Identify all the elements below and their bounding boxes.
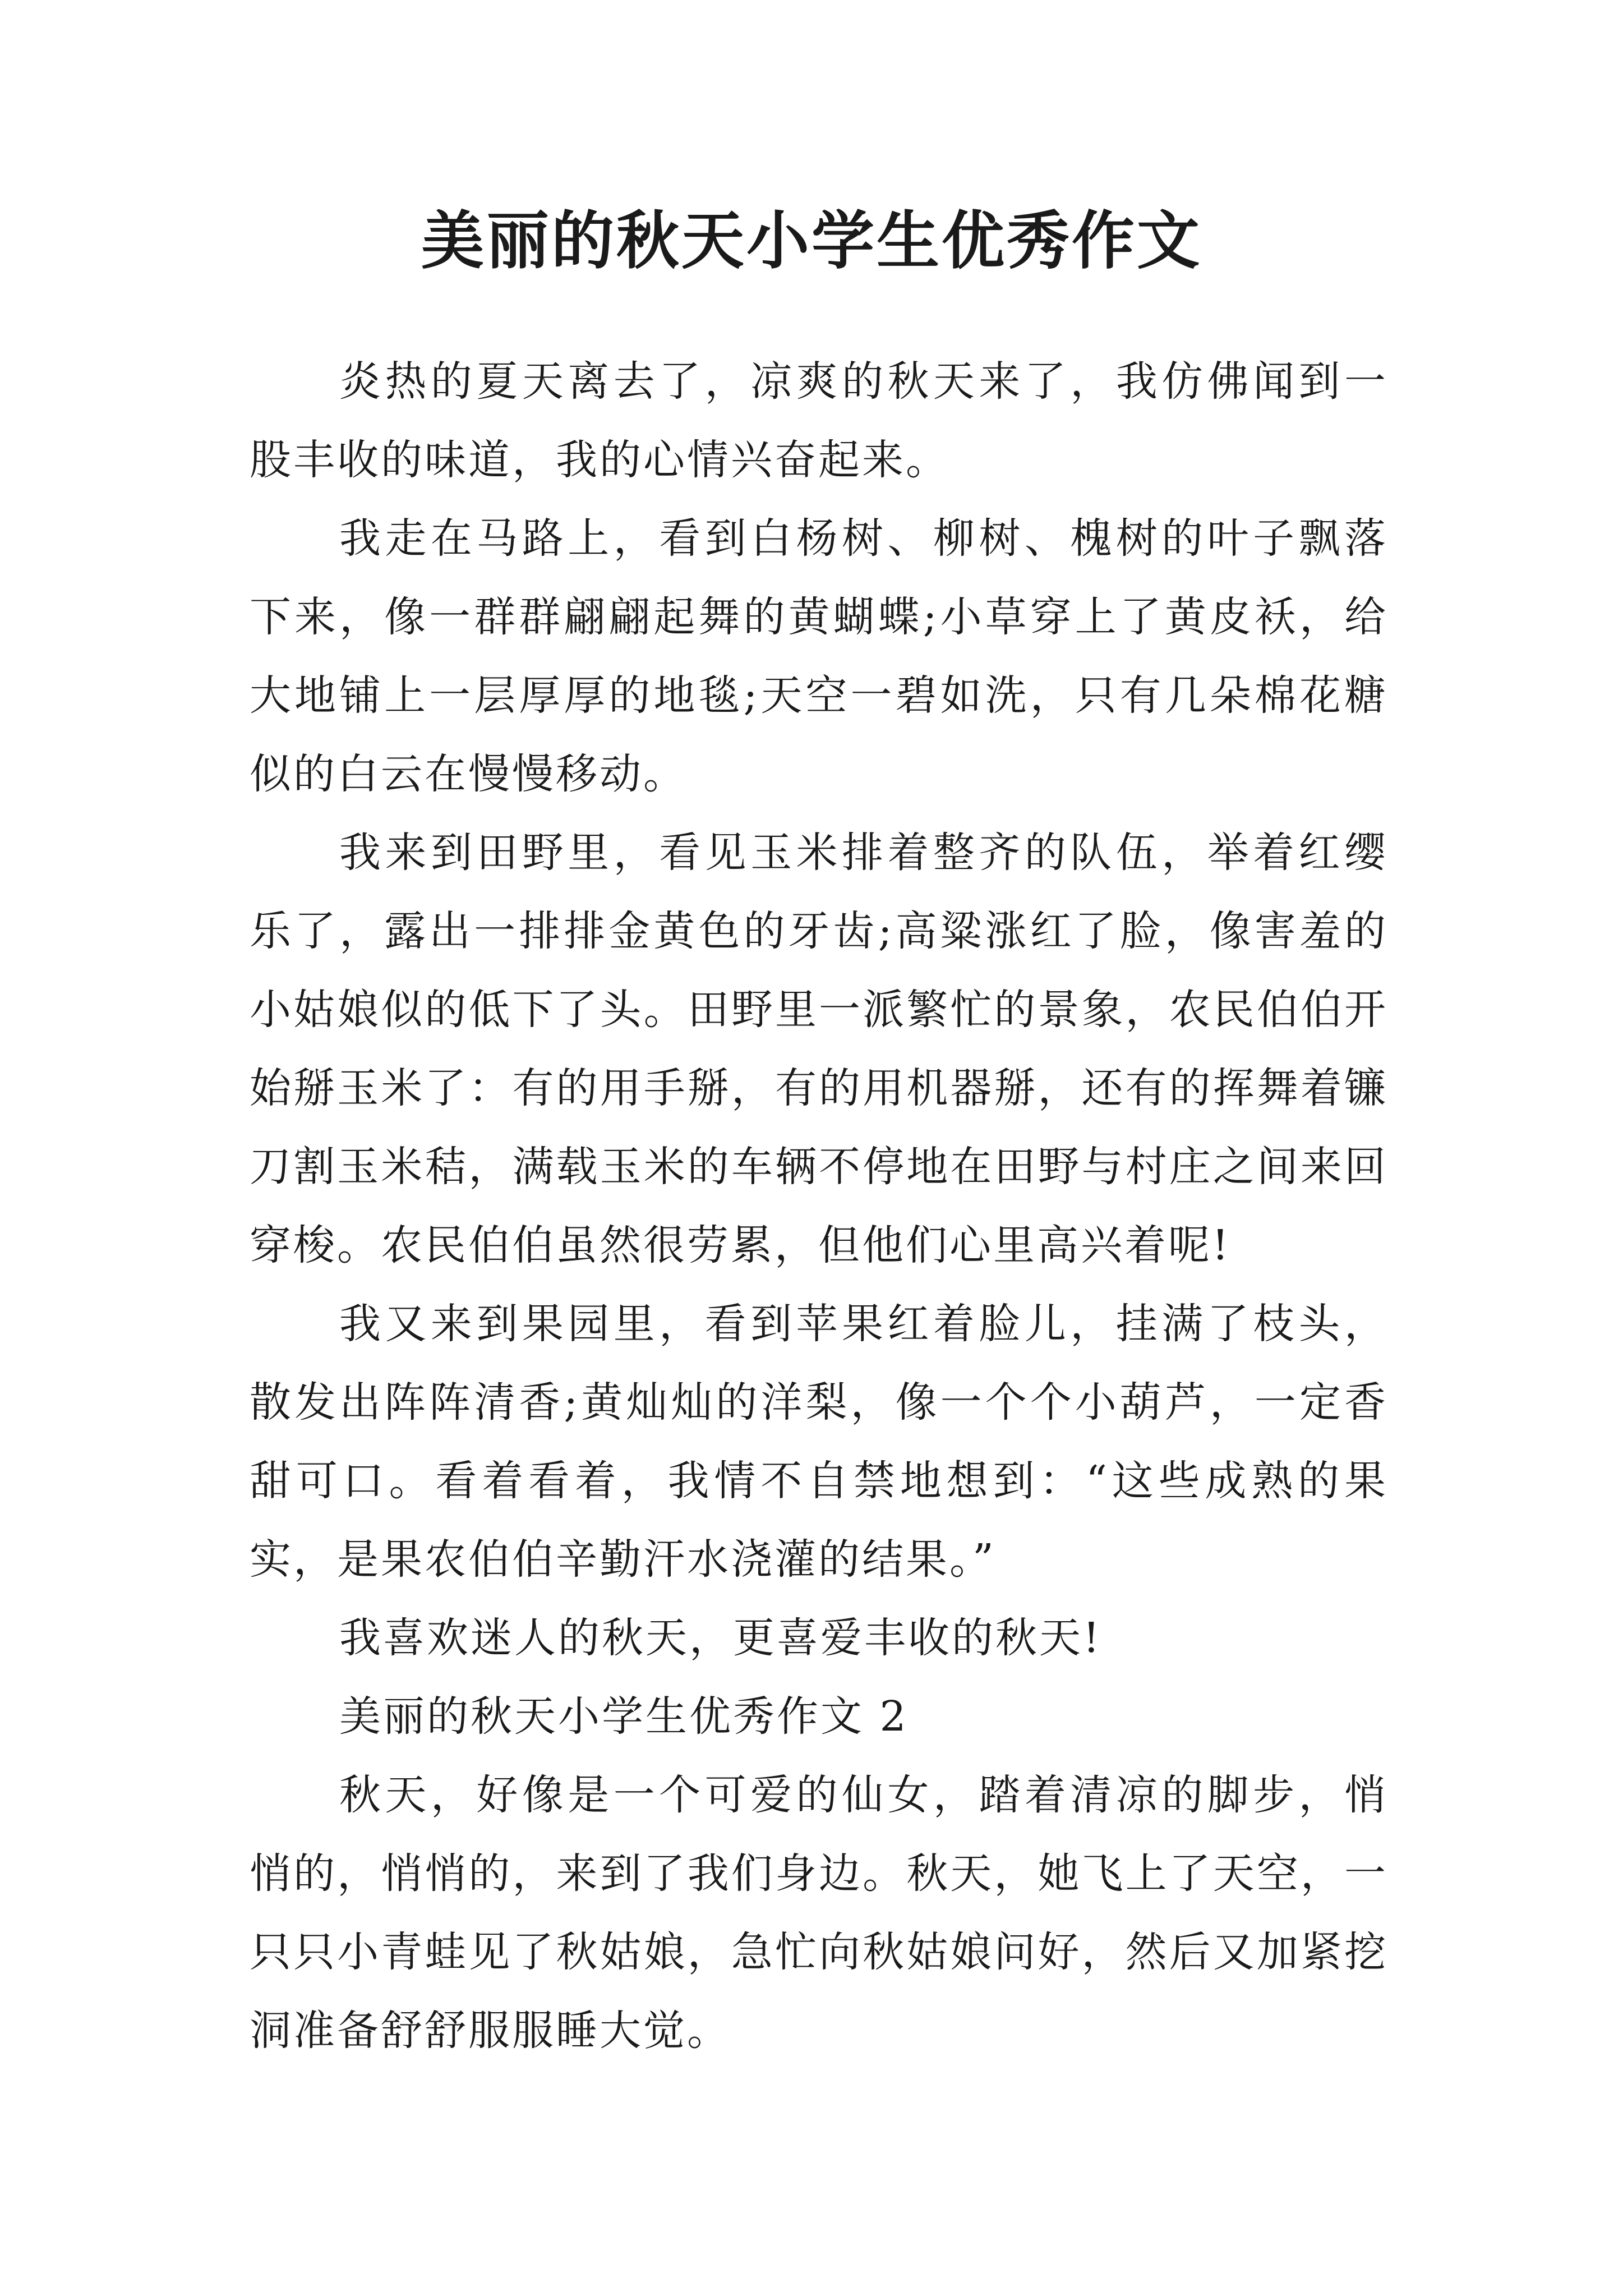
paragraph-3: 我来到田野里，看见玉米排着整齐的队伍，举着红缨乐了，露出一排排金黄色的牙齿;高粱涨红了脸，像害羞的小姑娘似的低下了头。田野里一派繁忙的景象，农民伯伯开始掰玉米了：有的用手掰，有的用机器掰，还有的挥舞着镰刀割玉米秸，满载玉米的车辆不停地在田野与村庄之间来回穿梭。农民伯伯虽然很劳累，但他们心里高兴着呢! — [250, 829, 1388, 1269]
paragraph-4: 我又来到果园里，看到苹果红着脸儿，挂满了枝头，散发出阵阵清香;黄灿灿的洋梨，像一个个小葫芦，一定香甜可口。看着看着，我情不自禁地想到：“这些成熟的果实，是果农伯伯辛勤汗水浇灌的结果。” — [250, 1300, 1388, 1584]
document-body — [250, 342, 1388, 2070]
document-title: 美丽的秋天小学生优秀作文 — [421, 204, 1202, 278]
paragraph-2: 我走在马路上，看到白杨树、柳树、槐树的叶子飘落下来，像一群群翩翩起舞的黄蝴蝶;小草穿上了黄皮袄，给大地铺上一层厚厚的地毯;天空一碧如洗，只有几朵棉花糖似的白云在慢慢移动。 — [250, 514, 1388, 798]
paragraph-6: 秋天，好像是一个可爱的仙女，踏着清凉的脚步，悄悄的，悄悄的，来到了我们身边。秋天，她飞上了天空，一只只小青蛙见了秋姑娘，急忙向秋姑娘问好，然后又加紧挖洞准备舒舒服服睡大觉。 — [250, 1771, 1388, 2055]
paragraph-1: 炎热的夏天离去了，凉爽的秋天来了，我仿佛闻到一股丰收的味道，我的心情兴奋起来。 — [250, 357, 1388, 484]
paragraph-5: 我喜欢迷人的秋天，更喜爱丰收的秋天! — [339, 1614, 1102, 1662]
section-heading-2: 美丽的秋天小学生优秀作文 2 — [339, 1692, 909, 1741]
